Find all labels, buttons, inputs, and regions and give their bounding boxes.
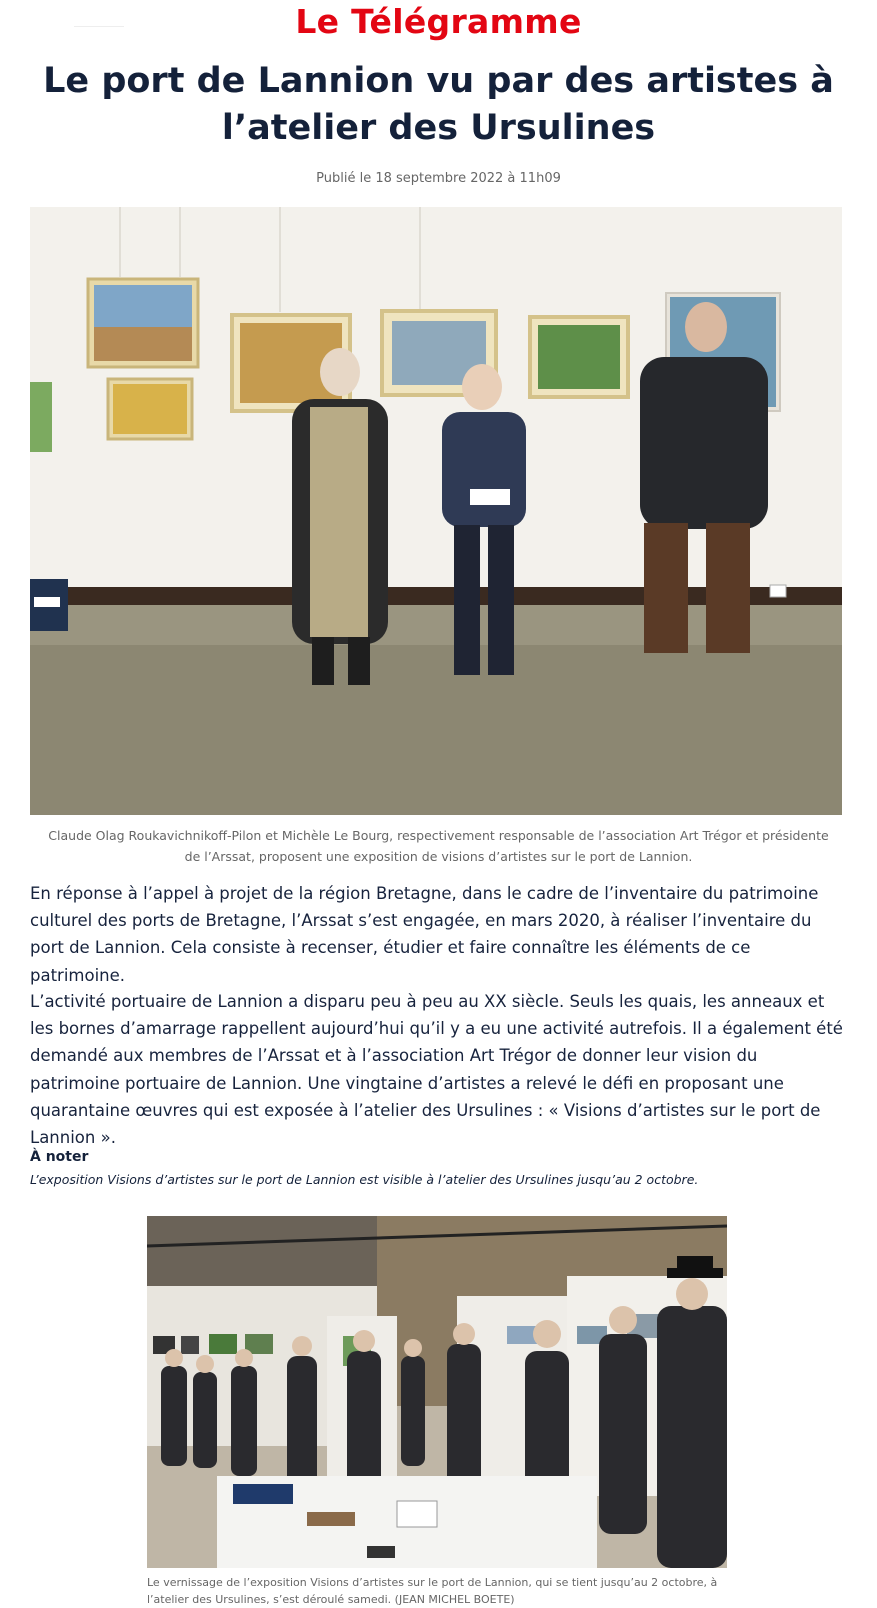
body-paragraph: L’activité portuaire de Lannion a disparu peu à peu au XX siècle. Seuls les quais, les anneaux et les bornes d’amarrage rappellent aujourd’hui qu’il y a eu une activité autrefois. Il a également été demandé aux membres de l’Arssat et à l’association Art Trégor de donner leur vision du patrimoine portuaire de Lannion. Une vingtaine d’artistes a relevé le défi en proposant une quarantaine œuvres qui est exposée à l’atelier des Ursulines : « Visions d’artistes sur le port de Lannion ».	[30, 992, 843, 1148]
secondary-photo-caption: Le vernissage de l’exposition Visions d’artistes sur le port de Lannion, qui se tient jusqu’au 2 octobre, à l’atelier des Ursulines, s’est déroulé samedi. (JEAN MICHEL BOETE)	[147, 1576, 718, 1606]
main-photo	[30, 207, 842, 815]
main-photo-caption: Claude Olag Roukavichnikoff-Pilon et Michèle Le Bourg, respectivement responsable de l’association Art Trégor et présidente de l’Arssat, proposent une exposition de visions d’artistes sur le port de Lannion.	[48, 828, 829, 864]
note-text: L’exposition Visions d’artistes sur le port de Lannion est visible à l’atelier des Ursulines jusqu’au 2 octobre.	[30, 1172, 699, 1187]
main-photo-illustration	[30, 207, 842, 815]
publication-date: Publié le 18 septembre 2022 à 11h09	[316, 171, 561, 186]
secondary-photo	[147, 1216, 727, 1568]
article-title: Le port de Lannion vu par des artistes à l’atelier des Ursulines	[43, 61, 834, 148]
site-logo[interactable]: Le Télégramme	[295, 2, 582, 41]
secondary-photo-illustration	[147, 1216, 727, 1568]
note-label: À noter	[30, 1149, 89, 1165]
body-paragraph: En réponse à l’appel à projet de la région Bretagne, dans le cadre de l’inventaire du patrimoine culturel des ports de Bretagne, l’Arssat s’est engagée, en mars 2020, à réaliser l’inventaire du port de Lannion. Cela consiste à recenser, étudier et faire connaître les éléments de ce patrimoine.	[30, 884, 819, 985]
